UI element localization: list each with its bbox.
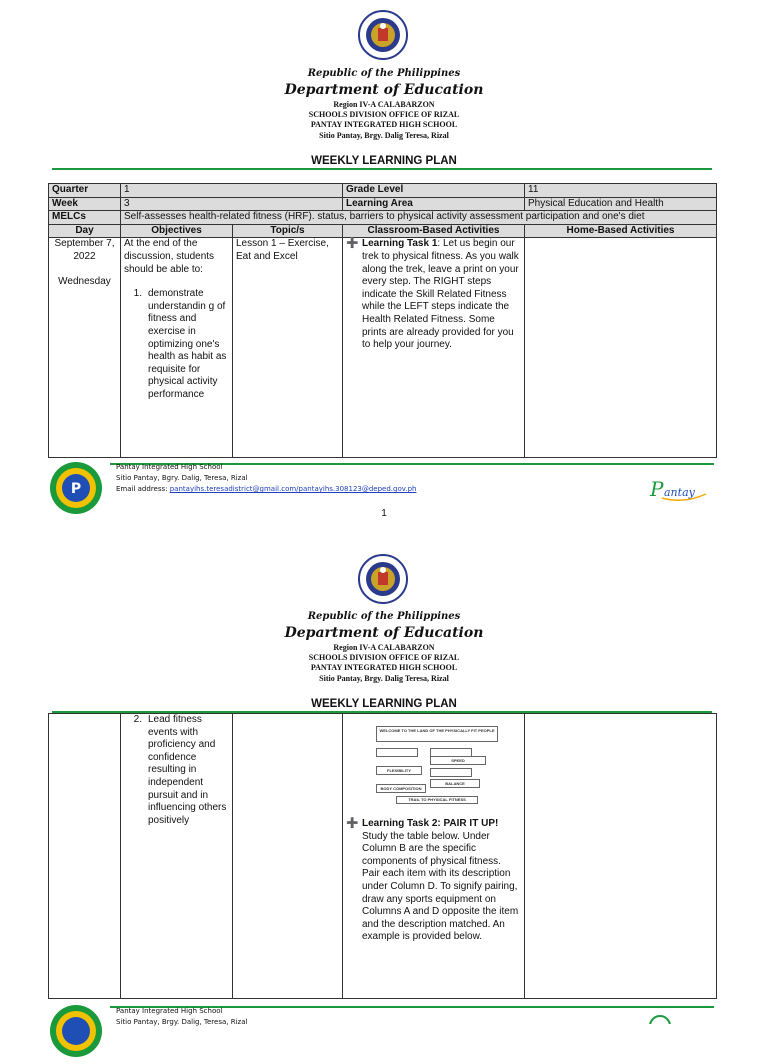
objectives-intro: At the end of the discussion, students should be able to:: [124, 238, 215, 275]
classroom-cell: [343, 238, 525, 458]
quarter-label: Quarter: [49, 184, 121, 198]
day-date: September 7, 2022: [54, 238, 115, 262]
mini-blank-left: [376, 748, 418, 757]
deped-seal: [358, 554, 408, 604]
pantay-logo: [648, 470, 710, 506]
division-label: SCHOOLS DIVISION OFFICE OF RIZAL: [308, 110, 460, 119]
home-cell: [525, 238, 717, 458]
header-divider: [52, 168, 712, 170]
footer-email-link[interactable]: pantayihs.teresadistrict@gmail.com/pantayihs.308123@deped.gov.ph: [169, 485, 417, 493]
day-cell: [49, 238, 121, 458]
column-header-row: [49, 224, 717, 238]
mini-trail: TRAIL TO PHYSICAL FITNESS: [396, 796, 478, 804]
footer-school: Pantay Integrated High School: [116, 463, 223, 471]
pantay-logo: [648, 1012, 710, 1024]
address-label: Sitio Pantay, Brgy. Dalig Teresa, Rizal: [319, 674, 449, 683]
grade-value: 11: [525, 184, 717, 198]
svg-text:antay: antay: [664, 486, 695, 499]
learning-task-1: [346, 238, 521, 351]
fitness-trail-image: [346, 716, 521, 808]
info-row-melcs: [49, 211, 717, 225]
mini-balance: BALANCE: [430, 779, 480, 788]
topic-cell: Lesson 1 – Exercise, Eat and Excel: [233, 238, 343, 458]
republic-label: Republic of the Philippines: [307, 68, 461, 79]
address-label: Sitio Pantay, Brgy. Dalig Teresa, Rizal: [319, 131, 449, 140]
mini-speed: SPEED: [430, 756, 486, 765]
mini-flexibility: FLEXIBILITY: [376, 766, 422, 775]
svg-text:P: P: [70, 481, 82, 497]
school-label: PANTAY INTEGRATED HIGH SCHOOL: [310, 663, 458, 672]
melcs-label: MELCs: [49, 211, 121, 225]
objective-number: 1.: [133, 288, 142, 300]
area-value: Physical Education and Health: [525, 197, 717, 211]
weekly-plan-table-continued: [48, 713, 717, 999]
footer-school: Pantay Integrated High School: [116, 1007, 223, 1015]
week-label: Week: [49, 197, 121, 211]
quarter-value: 1: [121, 184, 343, 198]
objectives-cell: [121, 714, 233, 999]
footer-email-label: Email address:: [116, 485, 170, 493]
objective-item-2: [124, 714, 229, 827]
footer-email-line: [116, 484, 416, 495]
department-title: Department of Education: [284, 82, 484, 98]
department-title: Department of Education: [284, 625, 484, 641]
mini-body-composition: BODY COMPOSITION: [376, 784, 426, 793]
info-row-week: [49, 197, 717, 211]
area-label: Learning Area: [343, 197, 525, 211]
learning-task-2: [346, 818, 521, 831]
school-label: PANTAY INTEGRATED HIGH SCHOOL: [310, 120, 458, 129]
school-logo: [48, 1003, 104, 1059]
page-number: 1: [381, 508, 387, 519]
deped-seal: [358, 10, 408, 60]
task1-text: : Let us begin our trek to physical fitness. As you walk along the trek, leave a print on your every step. The RIGHT steps indicate the Skill Related Fitness while the LEFT steps indicate the Health Related Fitness. Some prints are already provided for you to help your journey.: [362, 238, 519, 351]
col-objectives: Objectives: [121, 224, 233, 238]
mini-blank-mid: [430, 768, 472, 777]
col-day: Day: [49, 224, 121, 238]
grade-label: Grade Level: [343, 184, 525, 198]
pin-icon: ➕: [346, 818, 359, 829]
week-value: 3: [121, 197, 343, 211]
objective-text: Lead fitness events with proficiency and confidence resulting in independent pursuit and in influencing others positively: [148, 714, 227, 826]
objective-item-1: [124, 288, 229, 401]
footer-address: Sitio Pantay, Bgry. Dalig, Teresa, Rizal: [116, 474, 248, 482]
footer-address: Sitio Pantay, Brgy. Dalig, Teresa, Rizal: [116, 1018, 248, 1026]
plan-title: WEEKLY LEARNING PLAN: [311, 698, 457, 710]
plan-row-1: [49, 238, 717, 458]
objective-text: demonstrate understandin g of fitness and exercise in optimizing one's health as habit as requisite for physical activity performance: [148, 288, 227, 400]
task2-text: Study the table below. Under Column B are the specific components of physical fitness. Pair each item with its description under Column D. To signify pairing, draw any sports equipment on Columns A and D opposite the item and the description matched. An example is provided below.: [362, 830, 519, 943]
col-classroom: Classroom-Based Activities: [343, 224, 525, 238]
plan-row-2: [49, 714, 717, 999]
region-label: Region IV-A CALABARZON: [333, 100, 435, 109]
task1-title: Learning Task 1: [362, 238, 438, 250]
topic-cell: [233, 714, 343, 999]
melcs-value: Self-assesses health-related fitness (HRF). status, barriers to physical activity assessment participation and one's diet: [121, 211, 717, 225]
region-label: Region IV-A CALABARZON: [333, 643, 435, 652]
col-topics: Topic/s: [233, 224, 343, 238]
home-cell: [525, 714, 717, 999]
mini-banner: WELCOME TO THE LAND OF THE PHYSICALLY FIT PEOPLE: [376, 726, 498, 742]
task2-title: Learning Task 2: PAIR IT UP!: [362, 818, 499, 829]
republic-label: Republic of the Philippines: [307, 611, 461, 622]
classroom-cell: [343, 714, 525, 999]
info-row-quarter: [49, 184, 717, 198]
pin-icon: ➕: [346, 238, 359, 250]
col-home: Home-Based Activities: [525, 224, 717, 238]
svg-text:P: P: [650, 477, 664, 501]
objective-number: 2.: [133, 714, 142, 725]
day-cell: [49, 714, 121, 999]
plan-title: WEEKLY LEARNING PLAN: [311, 155, 457, 167]
day-name: Wednesday: [58, 275, 111, 287]
objectives-cell: [121, 238, 233, 458]
division-label: SCHOOLS DIVISION OFFICE OF RIZAL: [308, 653, 460, 662]
weekly-plan-table: [48, 183, 717, 458]
